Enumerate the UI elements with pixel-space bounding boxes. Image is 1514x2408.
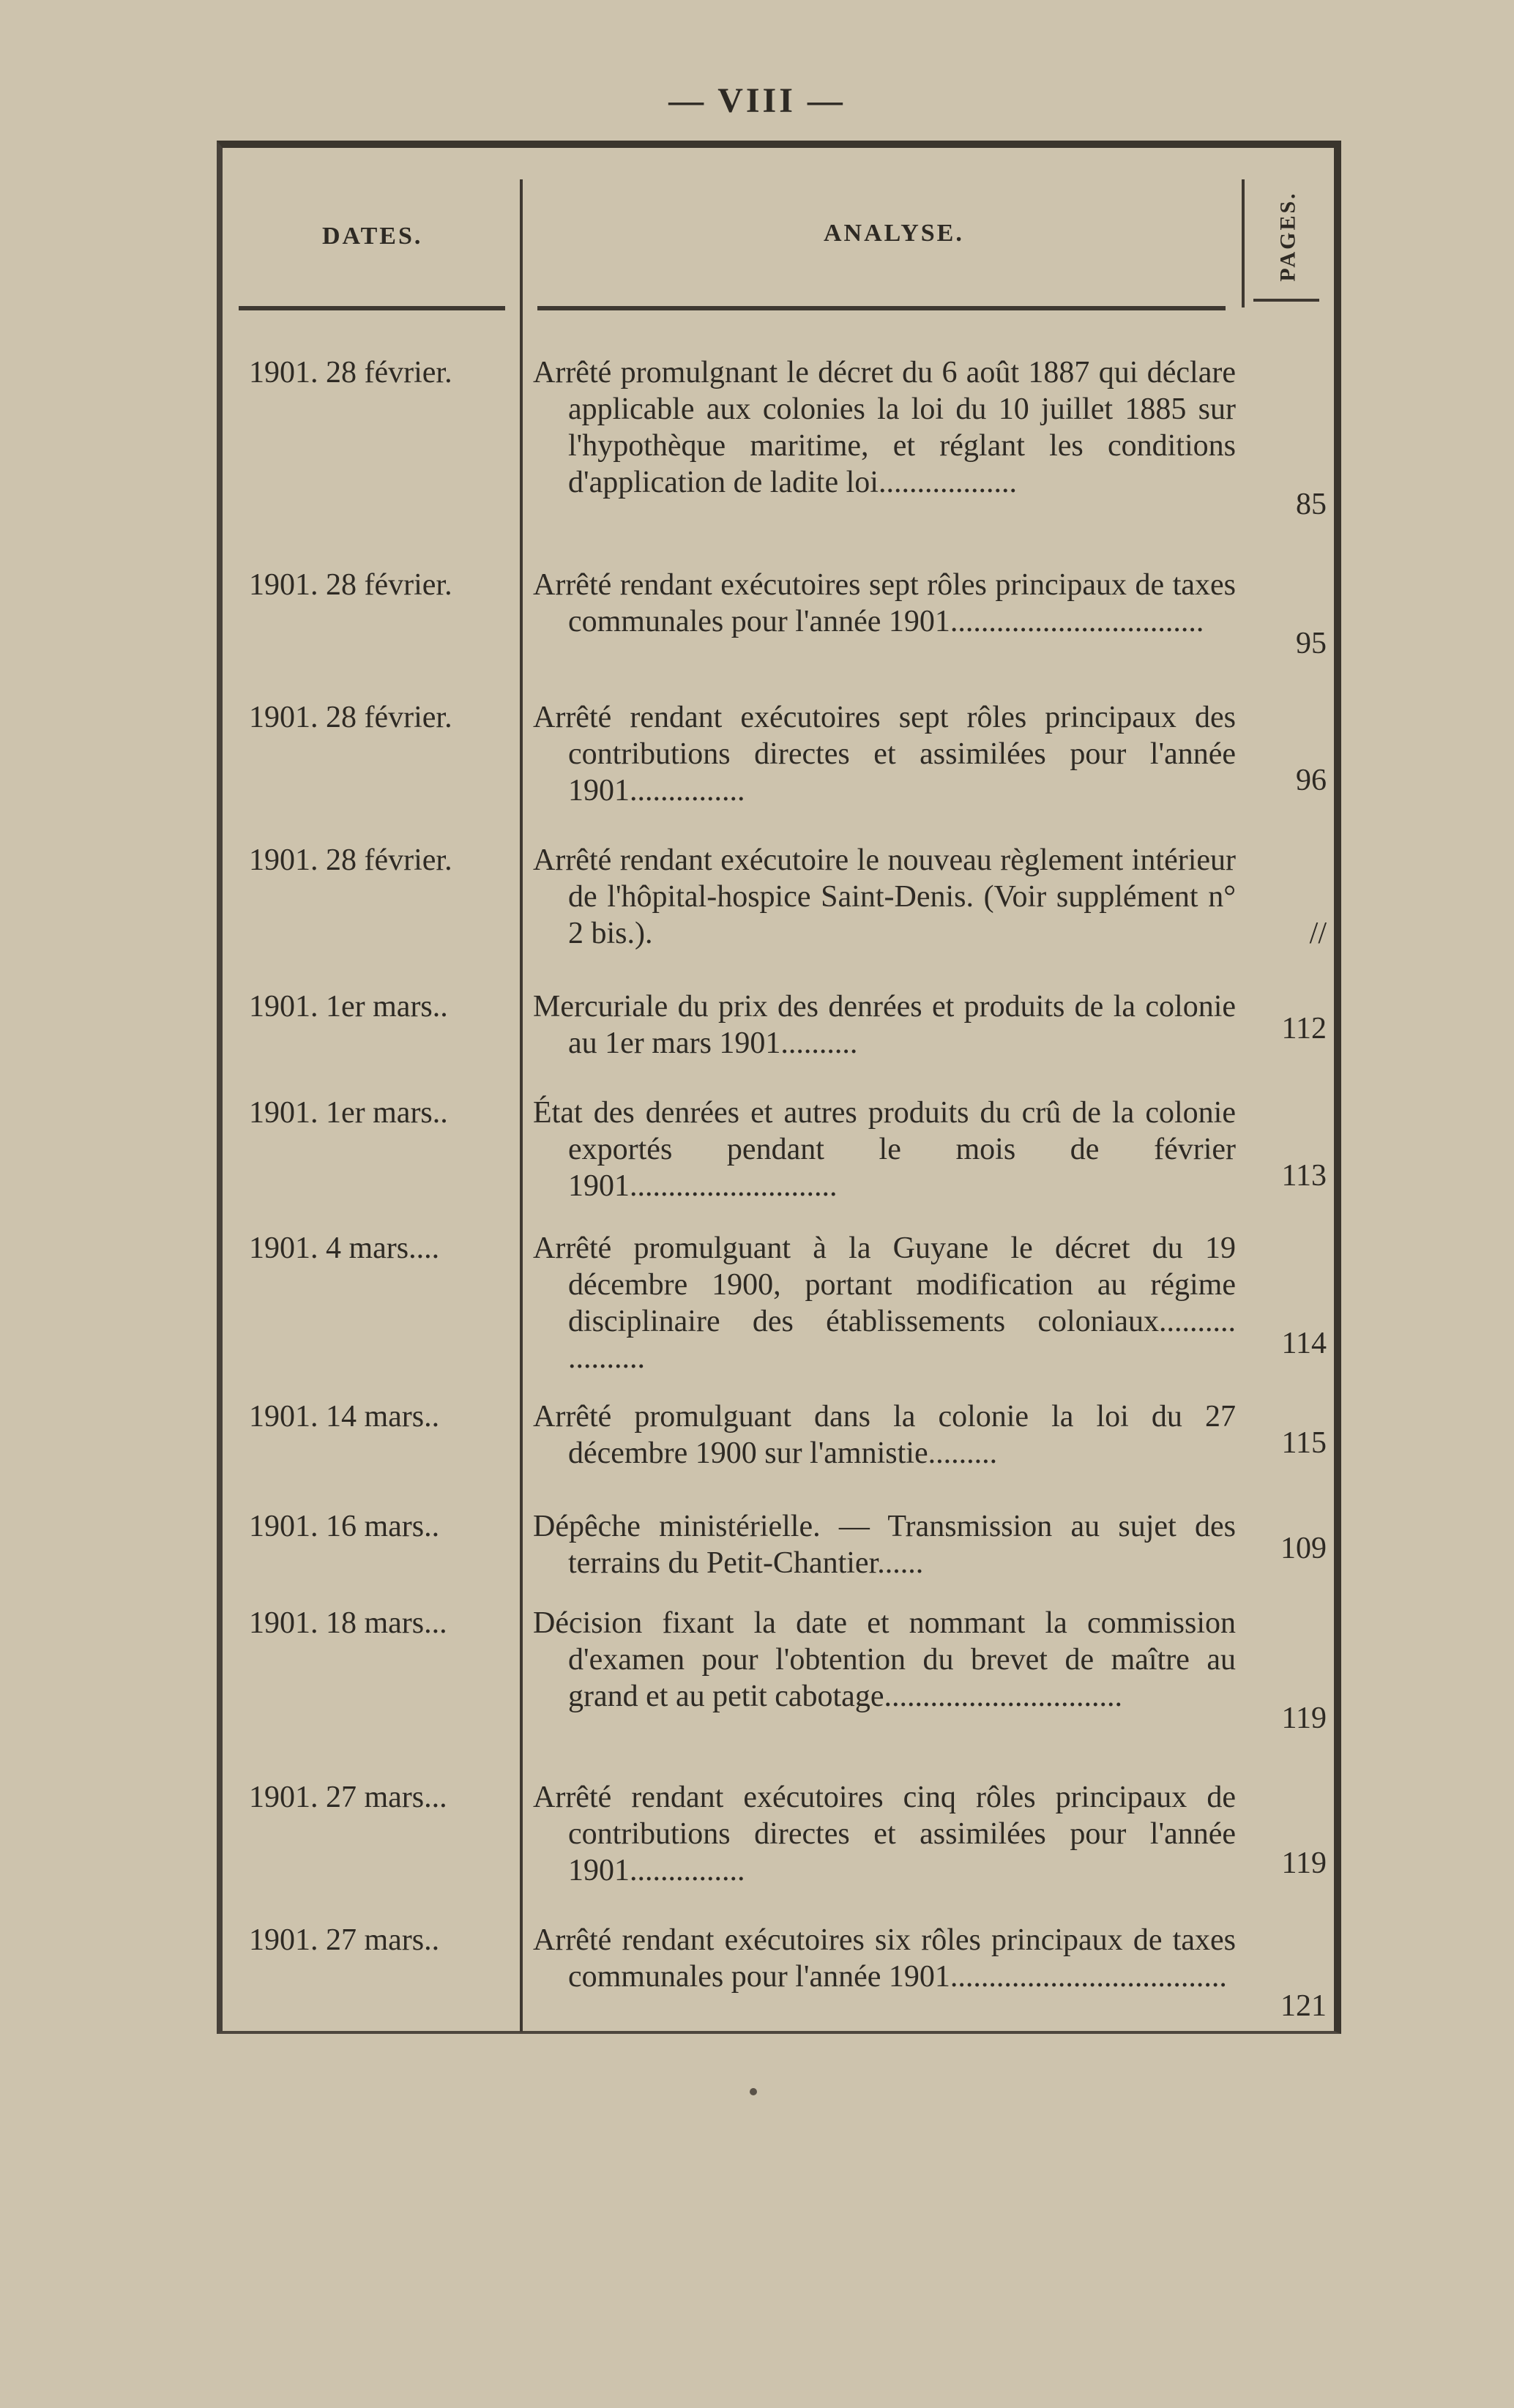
- row-page: 119: [1281, 1701, 1327, 1735]
- row-analysis: Arrêté promulguant à la Guyane le décret du 19 décembre 1900, portant modification au régime disciplinaire des établissements coloniaux.......... ..........: [533, 1231, 1236, 1375]
- row-date: 1901. 28 février.: [249, 701, 452, 734]
- row-page: 121: [1280, 1989, 1327, 2023]
- row-date: 1901. 14 mars..: [249, 1400, 440, 1434]
- printer-mark: [750, 2088, 757, 2095]
- dates-header-rule: [239, 306, 505, 310]
- row-analysis: Arrêté rendant exécutoires sept rôles principaux des contributions directes et assimilées pour l'année 1901...............: [533, 701, 1236, 808]
- row-date: 1901. 1er mars..: [249, 1096, 448, 1130]
- row-date: 1901. 18 mars...: [249, 1606, 447, 1640]
- row-page: 119: [1281, 1846, 1327, 1880]
- row-date: 1901. 4 mars....: [249, 1231, 440, 1265]
- row-analysis: Arrêté rendant exécutoires sept rôles principaux de taxes communales pour l'année 1901.................................: [533, 568, 1236, 638]
- row-page: 114: [1281, 1327, 1327, 1360]
- row-page: 95: [1296, 627, 1327, 660]
- row-date: 1901. 28 février.: [249, 568, 452, 602]
- row-analysis: Dépêche ministérielle. — Transmission au sujet des terrains du Petit-Chantier......: [533, 1510, 1236, 1580]
- header-pages-label: PAGES.: [1276, 191, 1301, 282]
- page-number: — VIII —: [668, 81, 846, 120]
- row-date: 1901. 16 mars..: [249, 1510, 440, 1543]
- row-analysis: Arrêté rendant exécutoire le nouveau règlement intérieur de l'hôpital-hospice Saint-Denis. (Voir supplément n° 2 bis.).: [533, 843, 1236, 950]
- row-page: //: [1309, 917, 1327, 950]
- row-page: 109: [1280, 1532, 1327, 1565]
- row-analysis: État des denrées et autres produits du crû de la colonie exportés pendant le mois de février 1901...........................: [533, 1096, 1236, 1203]
- row-page: 113: [1281, 1159, 1327, 1193]
- row-date: 1901. 28 février.: [249, 843, 452, 877]
- header-pages: [1259, 182, 1318, 291]
- analyse-header-rule: [537, 306, 1226, 310]
- row-analysis: Arrêté promulguant dans la colonie la loi du 27 décembre 1900 sur l'amnistie.........: [533, 1400, 1236, 1470]
- pages-header-rule: [1253, 299, 1319, 302]
- dates-column-divider: [520, 179, 523, 2032]
- row-date: 1901. 27 mars...: [249, 1781, 447, 1814]
- row-page: 96: [1296, 764, 1327, 797]
- header-dates: DATES.: [322, 223, 423, 250]
- pages-column-divider: [1242, 179, 1245, 307]
- row-date: 1901. 27 mars..: [249, 1923, 440, 1957]
- row-analysis: Arrêté promulgnant le décret du 6 août 1887 qui déclare applicable aux colonies la loi du 10 juillet 1885 sur l'hypothèque maritime, et réglant les conditions d'application de ladite loi..................: [533, 356, 1236, 499]
- row-page: 115: [1281, 1426, 1327, 1460]
- row-page: 85: [1296, 488, 1327, 521]
- row-date: 1901. 1er mars..: [249, 990, 448, 1024]
- row-analysis: Décision fixant la date et nommant la commission d'examen pour l'obtention du brevet de maître au grand et au petit cabotage...............................: [533, 1606, 1236, 1713]
- row-analysis: Arrêté rendant exécutoires cinq rôles principaux de contributions directes et assimilées pour l'année 1901...............: [533, 1781, 1236, 1887]
- row-date: 1901. 28 février.: [249, 356, 452, 389]
- row-analysis: Mercuriale du prix des denrées et produits de la colonie au 1er mars 1901..........: [533, 990, 1236, 1060]
- header-analyse: ANALYSE.: [824, 220, 964, 247]
- row-page: 112: [1281, 1012, 1327, 1045]
- row-analysis: Arrêté rendant exécutoires six rôles principaux de taxes communales pour l'année 1901....................................: [533, 1923, 1236, 1994]
